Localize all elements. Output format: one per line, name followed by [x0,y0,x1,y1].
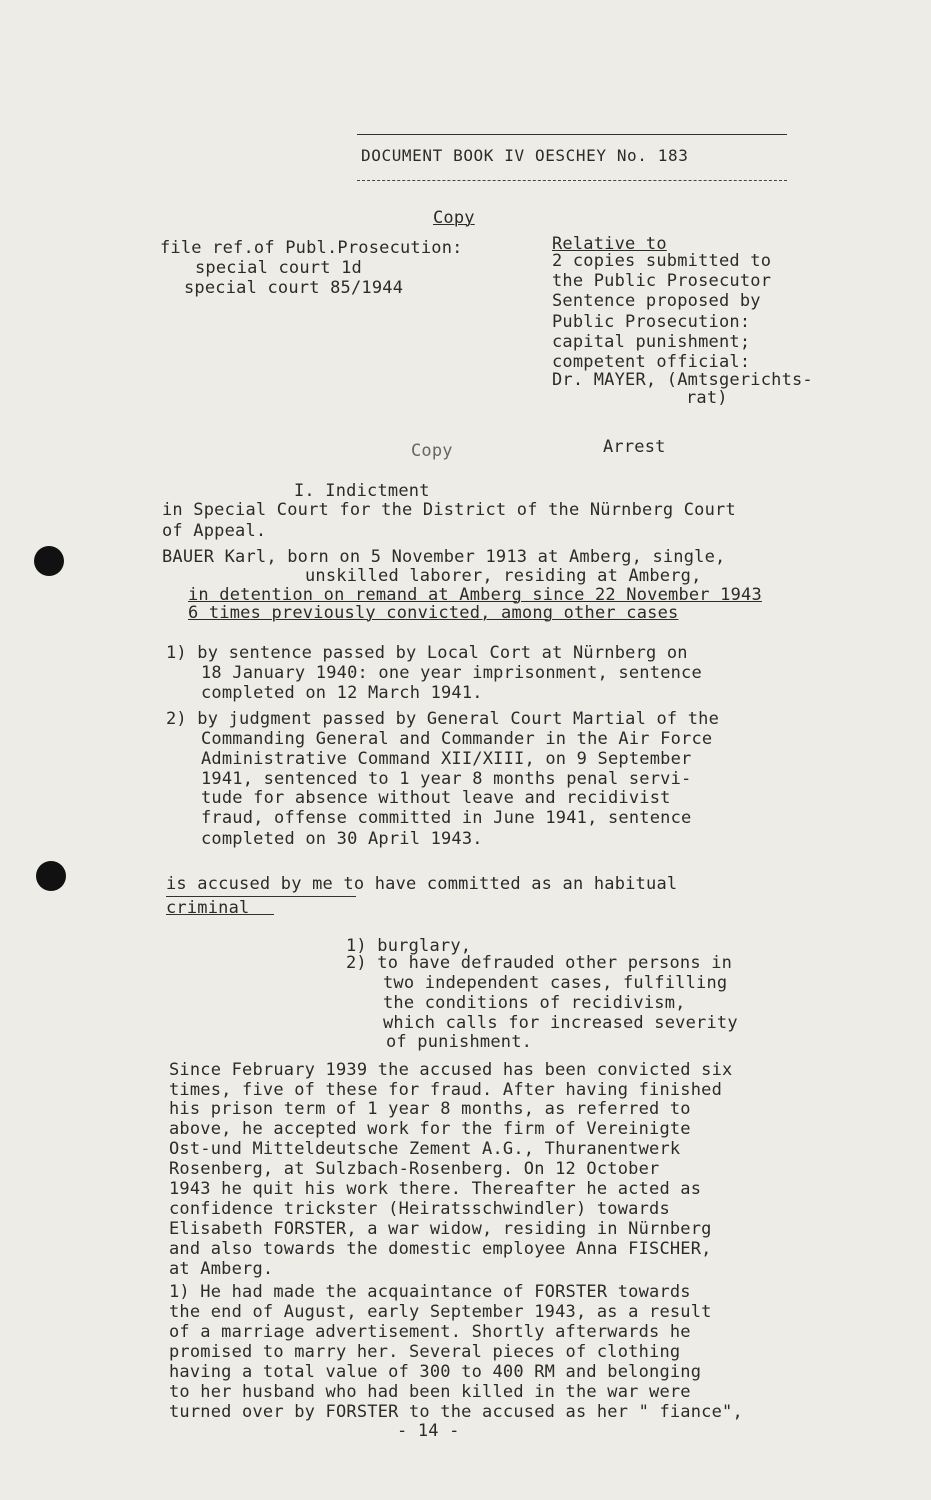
charge-line: two independent cases, fulfilling [383,973,728,993]
body-line: of a marriage advertisement. Shortly afterwards he [169,1322,691,1342]
relative-line: Sentence proposed by [552,291,761,311]
document-reference: DOCUMENT BOOK IV OESCHEY No. 183 [361,146,689,165]
arrest-mark: Arrest [603,437,666,457]
copy-label: Copy [433,208,475,228]
body-line: having a total value of 300 to 400 RM and belonging [169,1362,702,1382]
punch-hole-upper [34,546,64,576]
charge-line: which calls for increased severity [383,1013,738,1033]
relative-line: competent official: [552,352,751,372]
conviction-line: 1941, sentenced to 1 year 8 months penal servi- [201,769,692,789]
accused-line: BAUER Karl, born on 5 November 1913 at Amberg, single, [162,547,726,567]
conviction-line: fraud, offense committed in June 1941, sentence [201,808,692,828]
relative-line: capital punishment; [552,332,751,352]
conviction-line: completed on 30 April 1943. [201,829,483,849]
relative-line: 2 copies submitted to [552,251,772,271]
body-line: confidence trickster (Heiratsschwindler) towards [169,1199,670,1219]
accused-line: in detention on remand at Amberg since 22 November 1943 [188,585,762,605]
body-line: and also towards the domestic employee Anna FISCHER, [169,1239,712,1259]
body-line: Rosenberg, at Sulzbach-Rosenberg. On 12 October [169,1159,660,1179]
accusation-line: is accused by me to have committed as an habitual [166,874,678,894]
indictment-line: of Appeal. [162,521,267,541]
accused-line: 6 times previously convicted, among other cases [188,603,679,623]
indictment-heading: I. Indictment [294,481,430,501]
conviction-line: Administrative Command XII/XIII, on 9 September [201,749,692,769]
punch-hole-lower [36,861,66,891]
body-line: above, he accepted work for the firm of Vereinigte [169,1119,691,1139]
page-number: - 14 - [397,1421,460,1441]
accused-line: unskilled laborer, residing at Amberg, [305,566,702,586]
conviction-line: Commanding General and Commander in the Air Force [201,729,713,749]
body-line: Elisabeth FORSTER, a war widow, residing in Nürnberg [169,1219,712,1239]
body-line: his prison term of 1 year 8 months, as referred to [169,1099,691,1119]
indictment-line: in Special Court for the District of the Nürnberg Court [162,500,736,520]
conviction-line: 2) by judgment passed by General Court Martial of the [166,709,720,729]
file-ref-line: special court 1d [195,258,362,278]
accusation-underline [166,896,356,897]
body-line: Ost-und Mitteldeutsche Zement A.G., Thuranentwerk [169,1139,681,1159]
body-line: at Amberg. [169,1259,274,1279]
body-line: 1943 he quit his work there. Thereafter he acted as [169,1179,702,1199]
body-line: turned over by FORSTER to the accused as her " fiance", [169,1402,743,1422]
file-ref-line: special court 85/1944 [184,278,404,298]
charge-line: 2) to have defrauded other persons in [346,953,733,973]
conviction-line: 18 January 1940: one year imprisonment, sentence [201,663,702,683]
accusation-line: criminal [166,898,250,918]
header-rule-bottom [357,180,787,181]
body-line: 1) He had made the acquaintance of FORSTER towards [169,1282,691,1302]
charge-line: the conditions of recidivism, [383,993,686,1013]
conviction-line: tude for absence without leave and recidivist [201,788,671,808]
conviction-line: completed on 12 March 1941. [201,683,483,703]
relative-line: rat) [686,388,728,408]
header-rule-top [357,134,787,135]
body-line: promised to marry her. Several pieces of clothing [169,1342,681,1362]
relative-line: the Public Prosecutor [552,271,772,291]
body-line: to her husband who had been killed in the war were [169,1382,691,1402]
relative-line: Public Prosecution: [552,312,751,332]
body-line: Since February 1939 the accused has been convicted six [169,1060,733,1080]
body-line: times, five of these for fraud. After having finished [169,1080,723,1100]
copy-mark: Copy [411,441,453,461]
relative-to-title: Relative to [552,234,667,254]
charge-line: 1) burglary, [346,936,472,956]
relative-line: Dr. MAYER, (Amtsgerichts- [552,370,813,390]
file-ref-line: file ref.of Publ.Prosecution: [160,238,463,258]
conviction-line: 1) by sentence passed by Local Cort at Nürnberg on [166,643,688,663]
charge-line: of punishment. [386,1032,533,1052]
accusation-underline [166,914,274,915]
body-line: the end of August, early September 1943, as a result [169,1302,712,1322]
